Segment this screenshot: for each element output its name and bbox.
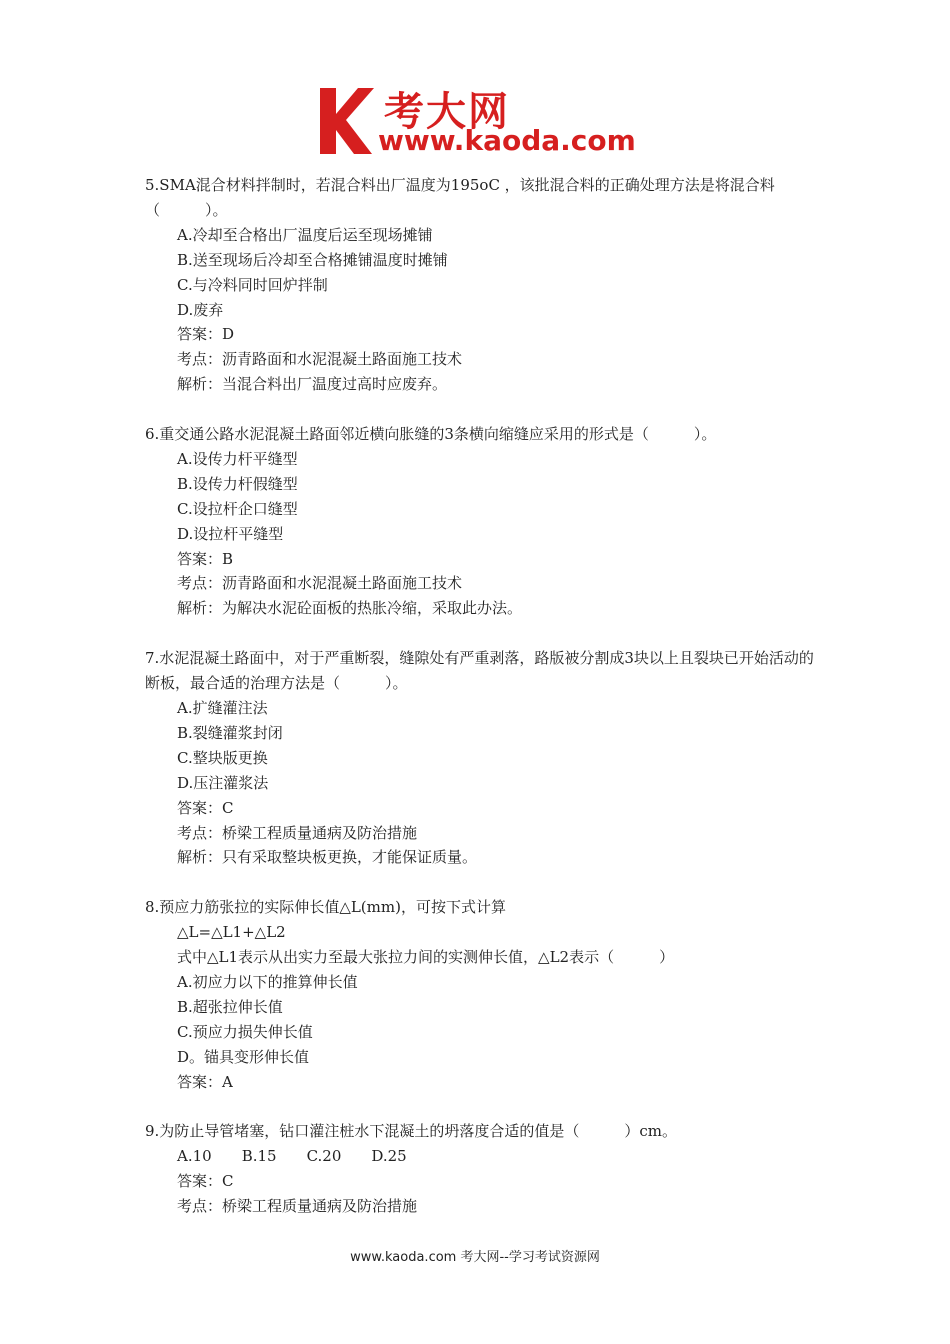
- option-c: C.整块版更换: [177, 748, 268, 767]
- k-logo-icon: [318, 84, 374, 156]
- option-a: A.扩缝灌注法: [177, 699, 268, 717]
- logo-chinese-text: 考大网: [384, 89, 510, 135]
- option-a: A.设传力杆平缝型: [177, 449, 298, 468]
- option-d: D.废弃: [177, 300, 224, 319]
- option-c: C.设拉杆企口缝型: [177, 499, 298, 518]
- question-7: [145, 646, 815, 870]
- question-stem: 9.为防止导管堵塞，钻口灌注桩水下混凝土的坍落度合适的值是（ ）cm。: [145, 1122, 677, 1141]
- formula-description: 式中△L1表示从出实力至最大张拉力间的实测伸长值，△L2表示（ ）: [177, 948, 675, 967]
- question-list: [145, 173, 815, 1244]
- answer: 答案：C: [177, 798, 234, 817]
- option-c: C.预应力损失伸长值: [177, 1022, 313, 1041]
- question-6: [145, 422, 815, 621]
- option-a: A.冷却至合格出厂温度后运至现场摊铺: [177, 225, 433, 244]
- option-b: B.超张拉伸长值: [177, 997, 283, 1016]
- option-b: B.裂缝灌浆封闭: [177, 723, 283, 742]
- option-d: D。锚具变形伸长值: [177, 1047, 310, 1066]
- option-c: C.与冷料同时回炉拌制: [177, 275, 328, 294]
- answer: 答案：D: [177, 325, 235, 344]
- topic: 考点：桥梁工程质量通病及防治措施: [177, 1197, 418, 1216]
- question-stem: 7.水泥混凝土路面中，对于严重断裂，缝隙处有严重剥落，路版被分割成3块以上且裂块已开始活动的断板，最合适的治理方法是（ ）。: [145, 649, 814, 693]
- topic: 考点：沥青路面和水泥混凝土路面施工技术: [177, 350, 463, 369]
- option-a: A.初应力以下的推算伸长值: [177, 972, 358, 991]
- explanation: 解析：为解决水泥砼面板的热胀冷缩，采取此办法。: [177, 599, 523, 618]
- options-inline: A.10 B.15 C.20 D.25: [177, 1147, 407, 1166]
- answer: 答案：B: [177, 549, 234, 568]
- question-stem: 6.重交通公路水泥混凝土路面邻近横向胀缝的3条横向缩缝应采用的形式是（ ）。: [145, 425, 717, 444]
- kaoda-logo: [318, 80, 643, 160]
- explanation: 解析：当混合料出厂温度过高时应废弃。: [177, 375, 448, 394]
- option-b: B.设传力杆假缝型: [177, 474, 298, 493]
- formula: △L=△L1+△L2: [177, 923, 286, 942]
- question-stem: 5.SMA混合材料拌制时，若混合料出厂温度为195oC ，该批混合料的正确处理方法是将混合料（ ）。: [145, 176, 775, 219]
- topic: 考点：桥梁工程质量通病及防治措施: [177, 823, 418, 842]
- answer: 答案：A: [177, 1072, 233, 1091]
- logo-url-text: www.kaoda.com: [378, 124, 636, 157]
- topic: 考点：沥青路面和水泥混凝土路面施工技术: [177, 574, 463, 593]
- answer: 答案：C: [177, 1172, 234, 1191]
- question-stem: 8.预应力筋张拉的实际伸长值△L(mm)，可按下式计算: [145, 898, 506, 917]
- question-5: [145, 173, 815, 397]
- question-8: [145, 895, 815, 1094]
- option-d: D.压注灌浆法: [177, 773, 269, 792]
- explanation: 解析：只有采取整块板更换，才能保证质量。: [177, 848, 478, 867]
- option-b: B.送至现场后冷却至合格摊铺温度时摊铺: [177, 250, 448, 269]
- page-footer: www.kaoda.com 考大网--学习考试资源网: [350, 1250, 600, 1265]
- option-d: D.设拉杆平缝型: [177, 524, 284, 543]
- question-9: [145, 1119, 815, 1219]
